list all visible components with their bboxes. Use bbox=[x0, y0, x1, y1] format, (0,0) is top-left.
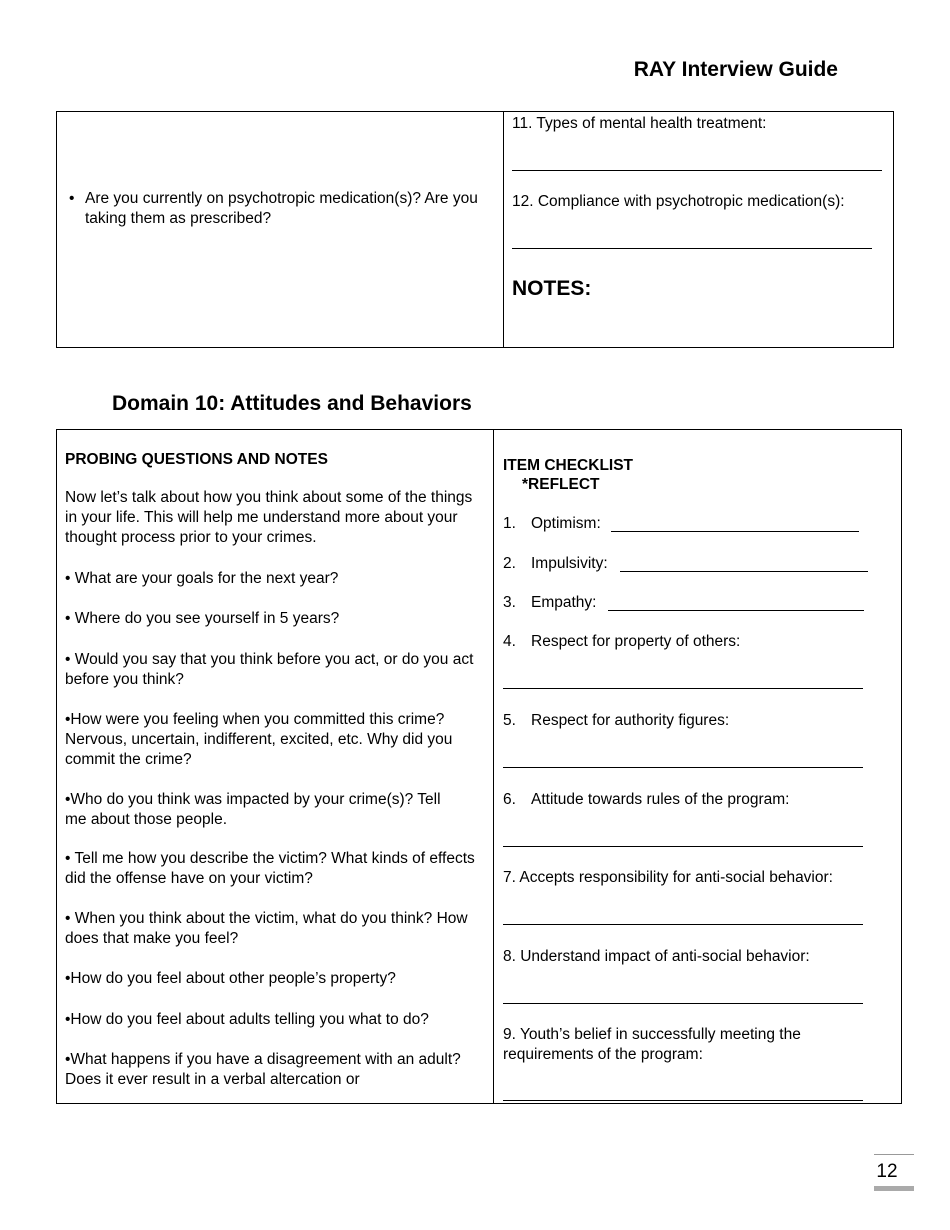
checklist-item-1: 1. Optimism: bbox=[503, 514, 601, 534]
column-divider bbox=[503, 112, 504, 347]
column-divider bbox=[493, 430, 494, 1103]
checklist-item-6: 6. Attitude towards rules of the program: bbox=[503, 790, 789, 810]
item-7-answer-line[interactable] bbox=[503, 924, 863, 925]
question-7: • When you think about the victim, what do you think? How does that make you feel? bbox=[65, 910, 468, 948]
checklist-item-1-label: Optimism: bbox=[531, 515, 601, 532]
checklist-item-3: 3. Empathy: bbox=[503, 593, 596, 613]
question-10: •What happens if you have a disagreement with an adult? Does it ever result in a verbal altercation or bbox=[65, 1051, 461, 1089]
question-9: •How do you feel about adults telling you what to do? bbox=[65, 1011, 429, 1028]
probing-questions-heading: PROBING QUESTIONS AND NOTES bbox=[65, 451, 328, 468]
question-2: • Where do you see yourself in 5 years? bbox=[65, 610, 340, 627]
item-6-answer-line[interactable] bbox=[503, 846, 863, 847]
question-1: • What are your goals for the next year? bbox=[65, 570, 339, 587]
reflect-subheading: *REFLECT bbox=[522, 476, 600, 493]
checklist-item-6-label: Attitude towards rules of the program: bbox=[531, 791, 790, 808]
item-12-label: 12. Compliance with psychotropic medication(s): bbox=[512, 193, 845, 210]
item-11-answer-line[interactable] bbox=[512, 170, 882, 171]
checklist-item-5: 5. Respect for authority figures: bbox=[503, 711, 729, 731]
page-number-bar bbox=[874, 1186, 914, 1191]
question-8: •How do you feel about other people’s property? bbox=[65, 970, 396, 987]
item-2-answer-line[interactable] bbox=[620, 571, 868, 572]
document-header-title: RAY Interview Guide bbox=[633, 58, 838, 81]
checklist-item-3-label: Empathy: bbox=[531, 594, 597, 611]
question-4: •How were you feeling when you committed this crime? Nervous, uncertain, indifferent, excited, etc. Why did you commit the crime? bbox=[65, 711, 453, 769]
checklist-item-9: 9. Youth’s belief in successfully meeting the requirements of the program: bbox=[503, 1026, 801, 1064]
item-12-answer-line[interactable] bbox=[512, 248, 872, 249]
item-5-answer-line[interactable] bbox=[503, 767, 863, 768]
question-5: •Who do you think was impacted by your crime(s)? Tell me about those people. bbox=[65, 791, 441, 829]
question-6: • Tell me how you describe the victim? What kinds of effects did the offense have on your victim? bbox=[65, 850, 475, 888]
checklist-item-4: 4. Respect for property of others: bbox=[503, 632, 740, 652]
checklist-item-2-label: Impulsivity: bbox=[531, 555, 608, 572]
notes-label: NOTES: bbox=[512, 277, 592, 300]
page-number-rule bbox=[874, 1154, 914, 1155]
checklist-item-5-label: Respect for authority figures: bbox=[531, 712, 730, 729]
attitudes-table bbox=[56, 429, 902, 1104]
item-4-answer-line[interactable] bbox=[503, 688, 863, 689]
medication-question bbox=[65, 189, 495, 229]
item-8-answer-line[interactable] bbox=[503, 1003, 863, 1004]
medication-question-text: Are you currently on psychotropic medication(s)? Are you taking them as prescribed? bbox=[85, 190, 478, 228]
checklist-item-8: 8. Understand impact of anti-social behavior: bbox=[503, 948, 810, 965]
item-3-answer-line[interactable] bbox=[608, 610, 864, 611]
item-1-answer-line[interactable] bbox=[611, 531, 859, 532]
medication-table bbox=[56, 111, 894, 348]
item-11-label: 11. Types of mental health treatment: bbox=[512, 115, 767, 132]
bullet: • bbox=[69, 190, 75, 207]
item-checklist-heading: ITEM CHECKLIST bbox=[503, 457, 634, 474]
checklist-item-2: 2. Impulsivity: bbox=[503, 554, 608, 574]
intro-text: Now let’s talk about how you think about some of the things in your life. This will help me understand more about your thought process prior to your crimes. bbox=[65, 489, 473, 547]
item-9-answer-line[interactable] bbox=[503, 1100, 863, 1101]
domain-title: Domain 10: Attitudes and Behaviors bbox=[112, 392, 472, 415]
page-number: 12 bbox=[876, 1161, 898, 1182]
question-3: • Would you say that you think before you act, or do you act before you think? bbox=[65, 651, 474, 689]
checklist-item-4-label: Respect for property of others: bbox=[531, 633, 741, 650]
checklist-item-7: 7. Accepts responsibility for anti-social behavior: bbox=[503, 869, 833, 886]
